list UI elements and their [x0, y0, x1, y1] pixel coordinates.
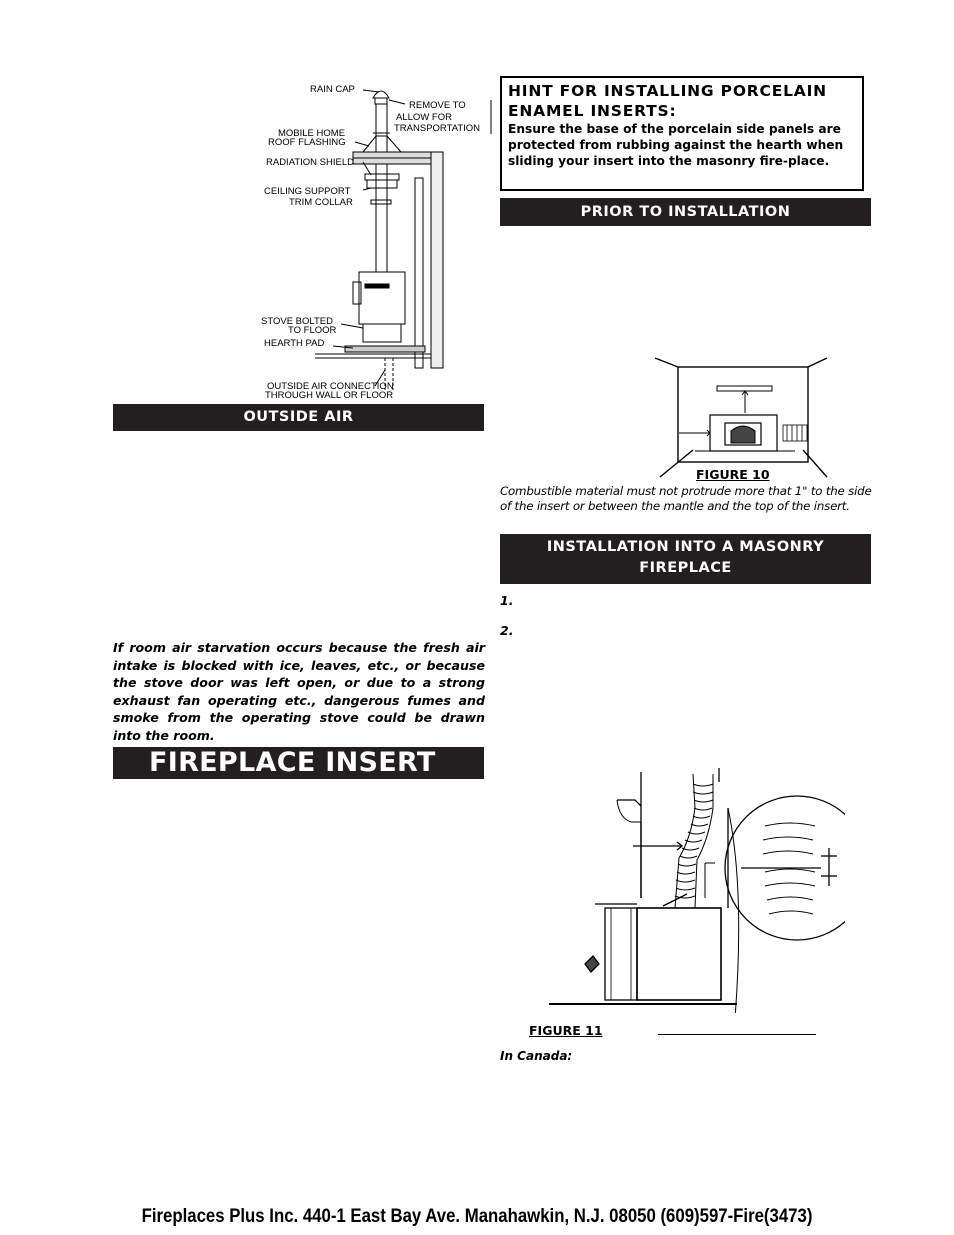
label-transportation: TRANSPORTATION	[394, 123, 481, 134]
figure-10-label: FIGURE 10	[696, 467, 770, 482]
figure-10-diagram	[655, 355, 830, 480]
label-allow: ALLOW FOR	[396, 112, 452, 123]
label-through-wall: THROUGH WALL OR FLOOR	[265, 390, 394, 401]
hint-box	[500, 76, 864, 191]
label-remove: REMOVE TO	[409, 100, 466, 111]
figure-11-diagram	[545, 768, 845, 1013]
label-stove-bolted: STOVE BOLTED	[261, 316, 333, 327]
fireplace-insert-heading: FIREPLACE INSERT	[113, 747, 484, 779]
outside-air-heading: OUTSIDE AIR	[113, 404, 484, 431]
figure-11-label: FIGURE 11	[529, 1023, 603, 1038]
label-rain-cap: RAIN CAP	[310, 84, 355, 95]
masonry-fireplace-heading: INSTALLATION INTO A MASONRY FIREPLACE	[500, 534, 871, 584]
label-ceiling-support: CEILING SUPPORT	[264, 186, 351, 197]
figure-10-caption: Combustible material must not protrude more that 1" to the side of the insert or between the mantle and the top of the insert.	[500, 484, 872, 513]
company-footer: Fireplaces Plus Inc. 440-1 East Bay Ave. Manahawkin, N.J. 08050 (609)597-Fire(3473)	[141, 1205, 813, 1227]
step-1-number: 1.	[500, 593, 514, 608]
label-to-floor: TO FLOOR	[288, 325, 337, 336]
label-mobile-home: MOBILE HOME	[278, 128, 346, 139]
label-trim-collar: TRIM COLLAR	[289, 197, 353, 208]
step-2-number: 2.	[500, 623, 514, 638]
label-radiation-shield: RADIATION SHIELD	[266, 157, 354, 168]
hint-title: HINT FOR INSTALLING PORCELAIN ENAMEL INSERTS:	[508, 82, 827, 120]
label-hearth-pad: HEARTH PAD	[264, 338, 325, 349]
label-outside-air-connection: OUTSIDE AIR CONNECTION	[267, 381, 394, 392]
in-canada-label: In Canada:	[500, 1049, 573, 1063]
air-starvation-warning: If room air starvation occurs because the fresh air intake is blocked with ice, leaves, etc., or because the stove door was left open, or due to a strong exhaust fan operating etc., dangerous fumes and smoke from the operating stove could be drawn into the room.	[113, 640, 485, 743]
figure-11-rule	[658, 1034, 816, 1035]
hint-body: Ensure the base of the porcelain side panels are protected from rubbing against the hearth when sliding your insert into the masonry fire-place.	[508, 122, 844, 168]
prior-to-installation-heading: PRIOR TO INSTALLATION	[500, 198, 871, 226]
label-roof-flashing: ROOF FLASHING	[268, 137, 346, 148]
